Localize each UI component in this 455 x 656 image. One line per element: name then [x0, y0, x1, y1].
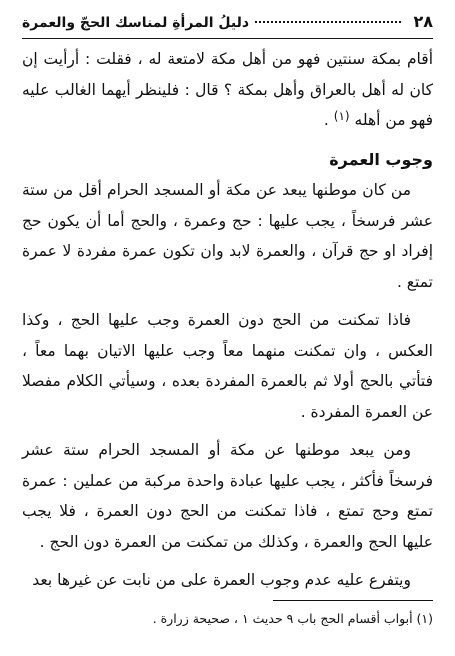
- header-rule: [22, 38, 433, 39]
- continuation-line-3: أهله: [354, 111, 381, 129]
- paragraph-4: ومن يبعد موطنها عن مكة أو المسجد الحرام ستة عشر فرسخاً فأكثر ، يجب عليها عبادة واحدة مركبة من عملين : عمرة تمتع وحج تمتع ، فاذا تمكنت من الحج دون العمرة ، فلا يجب عليها الحج والعمرة ، وكذلك من تمكنت من العمرة دون الحج .: [22, 441, 433, 551]
- paragraph-2: من كان موطنها يبعد عن مكة أو المسجد الحرام أقل من ستة عشر فرسخاً ، يجب عليها : حج وعمرة ، والحج أما أن يكون حج إفراد او حج قرآن ، والعمرة لابد وان تكون عمرة مفردة لا عمرة تمتع .: [22, 181, 433, 291]
- continuation-end: .: [323, 111, 329, 129]
- dotted-leader: [255, 21, 401, 23]
- footnote-reference: (١): [333, 109, 350, 123]
- running-header: [22, 12, 433, 34]
- section-heading: وجوب العمرة: [329, 149, 433, 169]
- running-title: دليلُ المرأةِ لمناسك الحجّ والعمرة: [22, 15, 250, 31]
- continuation-line-1: أقام بمكة سنتين فهو من أهل مكة لامتعة له ، فقلت : أرأيت إن كان له: [22, 50, 433, 99]
- body-text: [22, 44, 433, 596]
- paragraph-5: ويتفرع عليه عدم وجوب العمرة على من نابت عن غيرها بعد: [32, 571, 411, 589]
- continuation-line-2: أهل بالعراق وأهل بمكة ؟ قال : فلينظر أيهما الغالب عليه فهو من: [22, 80, 433, 129]
- footnote: (١) أبواب أقسام الحج باب ٩ حديث ١ ، صحيحة زرارة .: [152, 611, 433, 626]
- paragraph-3: فاذا تمكنت من الحج دون العمرة وجب عليها الحج ، وكذا العكس ، وان تمكنت منهما معاً وجب عليها الاتيان بهما معاً ، فتأتي بالحج أولا ثم بالعمرة المفردة بعده ، وسيأتي الكلام مفصلا عن العمرة المفردة .: [22, 311, 433, 421]
- page-number: ٢٨: [413, 12, 433, 31]
- footnote-rule: [273, 600, 433, 601]
- paragraph-continuation: [22, 44, 433, 137]
